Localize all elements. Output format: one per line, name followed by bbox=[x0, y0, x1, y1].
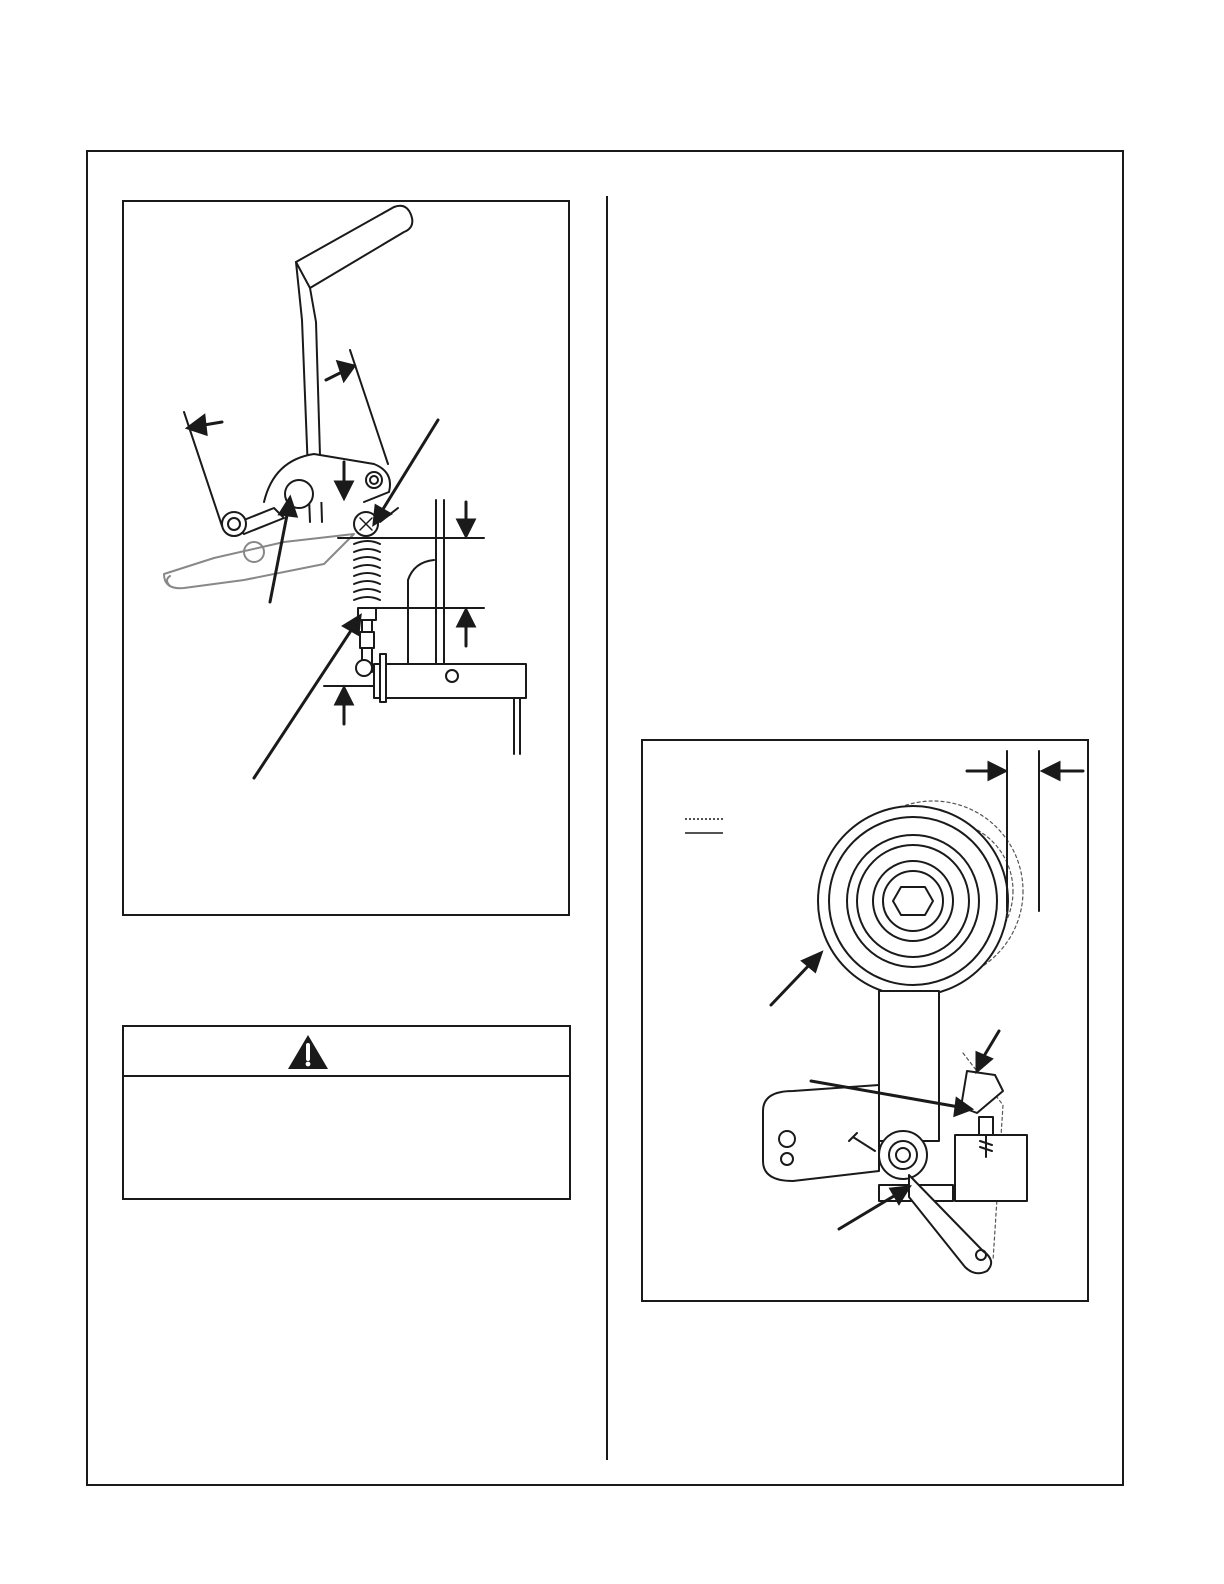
handle-grip bbox=[296, 206, 412, 288]
column-divider bbox=[606, 196, 608, 1460]
idler-arm bbox=[879, 991, 939, 1141]
figure-right-frame bbox=[641, 739, 1089, 1302]
warning-triangle-icon bbox=[124, 1027, 573, 1077]
idler-pulley-diagram-icon bbox=[643, 741, 1091, 1304]
warning-box bbox=[122, 1025, 571, 1200]
lever-linkage-diagram-icon bbox=[124, 202, 572, 918]
figure-left-frame bbox=[122, 200, 570, 916]
warning-header bbox=[124, 1027, 569, 1077]
legend bbox=[685, 819, 723, 833]
vertical-post bbox=[436, 500, 444, 664]
main-pulley bbox=[818, 806, 1008, 996]
